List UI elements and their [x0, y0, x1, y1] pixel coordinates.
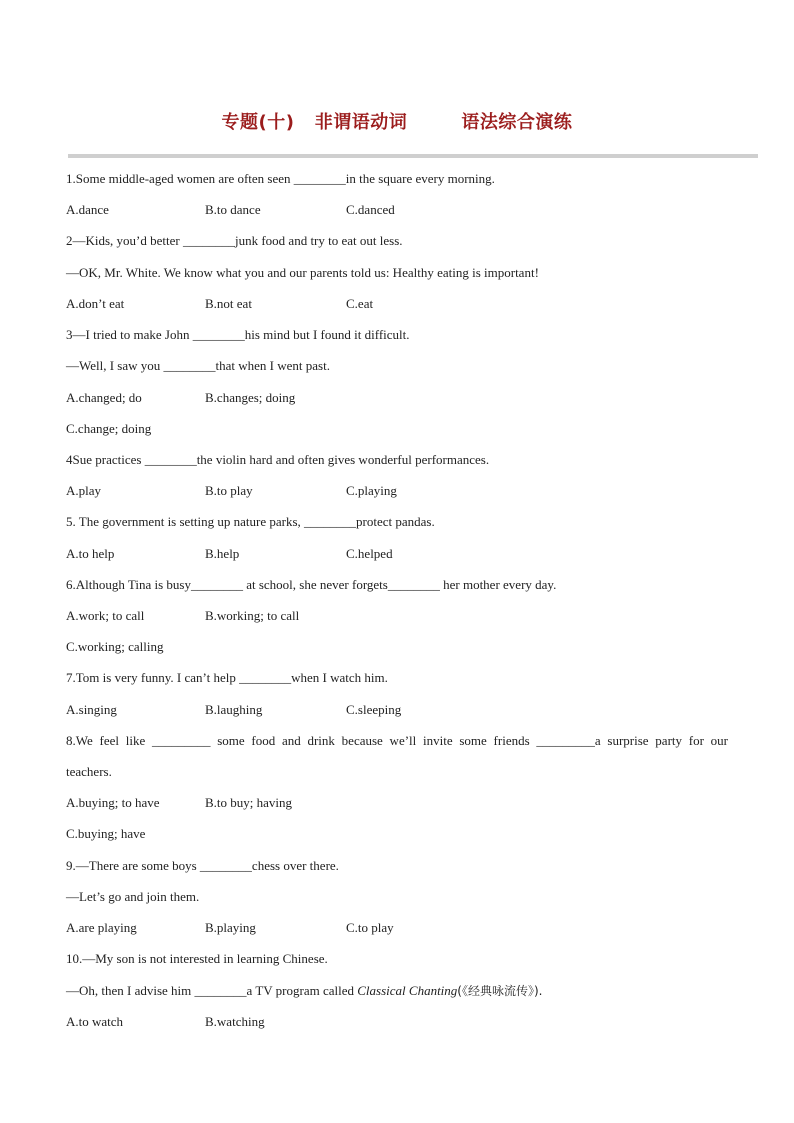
option-b[interactable]: B.to play	[205, 483, 253, 498]
option-b[interactable]: B.laughing	[205, 702, 263, 717]
option-c[interactable]: C.danced	[346, 202, 395, 217]
option-c[interactable]: C.change; doing	[66, 421, 152, 436]
option-c[interactable]: C.sleeping	[346, 702, 402, 717]
option-a[interactable]: A.play	[66, 483, 102, 498]
option-b[interactable]: B.help	[205, 546, 240, 561]
option-c[interactable]: C.working; calling	[66, 639, 164, 654]
option-a[interactable]: A.are playing	[66, 920, 137, 935]
option-a[interactable]: A.to help	[66, 546, 115, 561]
question-2-reply: —OK, Mr. White. We know what you and our parents told us: Healthy eating is important!	[66, 265, 539, 280]
question-4-stem: 4Sue practices ________the violin hard and often gives wonderful performances.	[66, 452, 490, 467]
question-5-stem: 5. The government is setting up nature parks, ________protect pandas.	[66, 514, 435, 529]
question-9-stem: 9.—There are some boys ________chess over there.	[66, 858, 339, 873]
question-10-reply	[66, 983, 542, 999]
option-c[interactable]: C.to play	[346, 920, 394, 935]
option-b[interactable]: B.not eat	[205, 296, 252, 311]
title-divider	[68, 154, 758, 158]
option-a[interactable]: A.work; to call	[66, 608, 145, 623]
option-b[interactable]: B.playing	[205, 920, 256, 935]
option-c[interactable]: C.buying; have	[66, 826, 146, 841]
option-a[interactable]: A.changed; do	[66, 390, 142, 405]
reply-text: —Oh, then I advise him ________a TV program called	[66, 983, 358, 998]
option-b[interactable]: B.to dance	[205, 202, 261, 217]
program-chinese-title: (《经典咏流传》).	[457, 984, 543, 998]
question-8-stem: 8.We feel like _________ some food and drink because we’ll invite some friends _________a surprise party for our	[66, 733, 728, 748]
option-b[interactable]: B.watching	[205, 1014, 265, 1029]
question-3-stem: 3—I tried to make John ________his mind but I found it difficult.	[66, 327, 410, 342]
question-10-stem: 10.—My son is not interested in learning Chinese.	[66, 951, 328, 966]
option-c[interactable]: C.helped	[346, 546, 393, 561]
question-3-reply: —Well, I saw you ________that when I went past.	[66, 358, 330, 373]
option-b[interactable]: B.changes; doing	[205, 390, 296, 405]
question-7-stem: 7.Tom is very funny. I can’t help ________when I watch him.	[66, 670, 388, 685]
page-title: 专题(十) 非谓语动词 语法综合演练	[221, 112, 573, 133]
question-9-reply: —Let’s go and join them.	[66, 889, 200, 904]
question-8-stem-cont: teachers.	[66, 764, 112, 779]
program-title: Classical Chanting	[357, 983, 458, 998]
option-c[interactable]: C.playing	[346, 483, 397, 498]
option-a[interactable]: A.dance	[66, 202, 109, 217]
question-2-stem: 2—Kids, you’d better ________junk food and try to eat out less.	[66, 233, 403, 248]
question-1-stem: 1.Some middle-aged women are often seen ________in the square every morning.	[66, 171, 495, 186]
option-a[interactable]: A.singing	[66, 702, 117, 717]
option-a[interactable]: A.to watch	[66, 1014, 124, 1029]
option-b[interactable]: B.to buy; having	[205, 795, 293, 810]
option-a[interactable]: A.buying; to have	[66, 795, 160, 810]
question-6-stem: 6.Although Tina is busy________ at school, she never forgets________ her mother every day.	[66, 577, 557, 592]
option-b[interactable]: B.working; to call	[205, 608, 300, 623]
option-c[interactable]: C.eat	[346, 296, 374, 311]
option-a[interactable]: A.don’t eat	[66, 296, 125, 311]
